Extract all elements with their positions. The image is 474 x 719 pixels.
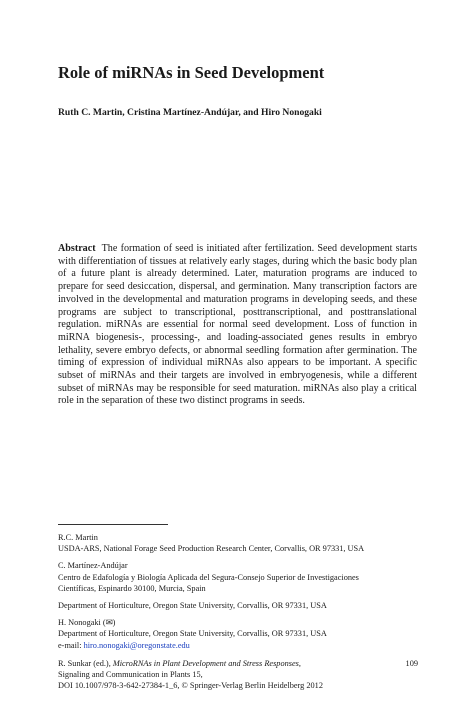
author-list: Ruth C. Martin, Cristina Martínez-Andújar, and Hiro Nonogaki	[58, 107, 322, 118]
affiliations	[58, 532, 428, 657]
series-line: Signaling and Communication in Plants 15,	[58, 670, 203, 680]
chapter-title: Role of miRNAs in Seed Development	[58, 63, 325, 82]
affiliation-name: H. Nonogaki (✉)	[58, 618, 116, 628]
affiliation-address: Centro de Edafología y Biología Aplicada del Segura-Consejo Superior de Investigaciones	[58, 572, 359, 582]
book-title: MicroRNAs in Plant Development and Stress Responses	[112, 659, 299, 668]
affiliation-name: R.C. Martin	[58, 533, 98, 542]
affiliation-martin	[58, 532, 428, 554]
footnote-divider	[58, 524, 168, 525]
doi-line: DOI 10.1007/978-3-642-27384-1_6, © Springer-Verlag Berlin Heidelberg 2012	[58, 681, 323, 691]
abstract-label: Abstract	[58, 243, 96, 254]
affiliation-address: USDA-ARS, National Forage Seed Production Research Center, Corvallis, OR 97331, USA	[58, 544, 365, 554]
email-line	[58, 640, 428, 651]
citation-footer	[58, 658, 418, 692]
abstract	[58, 243, 417, 408]
page-number: 109	[405, 659, 418, 668]
affiliation-nonogaki	[58, 617, 428, 651]
affiliation-address: Department of Horticulture, Oregon State University, Corvallis, OR 97331, USA	[58, 601, 327, 611]
abstract-text: The formation of seed is initiated after fertilization. Seed development starts with differentiation of tissues at relatively early stages, during which the basic body plan of a future plant is already determined. Later, maturation programs are induced to prepare for seed desiccation, dispersal, and germination. Many transcription factors are involved in the developmental and maturation programs in developing seeds, and these programs are subject to transcriptional, posttranscriptional, and posttranslational regulation. miRNAs are essential for normal seed development. Loss of function in miRNA biogenesis-, processing-, and loading-associated genes results in embryo lethality, severe embryo defects, or abnormal seedling formation after germination. The timing of expression of individual miRNAs also appears to be important. A specific subset of miRNAs and their targets are involved in embryogenesis, while a different subset of miRNAs may be responsible for seed maturation. miRNAs also play a critical role in the separation of these two distinct programs in seeds.	[58, 243, 417, 407]
email-link[interactable]: hiro.nonogaki@oregonstate.edu	[83, 640, 190, 650]
affiliation-address: Científicas, Espinardo 30100, Murcia, Spain	[58, 583, 206, 593]
citation-suffix: ,	[298, 659, 301, 668]
affiliation-martinez	[58, 560, 428, 594]
affiliation-address: Department of Horticulture, Oregon State University, Corvallis, OR 97331, USA	[58, 629, 327, 639]
affiliation-martinez-secondary	[58, 600, 428, 611]
citation-line	[58, 658, 418, 669]
affiliation-name: C. Martínez-Andújar	[58, 561, 128, 571]
email-label: e-mail:	[58, 640, 84, 650]
citation-prefix: R. Sunkar (ed.),	[58, 659, 113, 668]
